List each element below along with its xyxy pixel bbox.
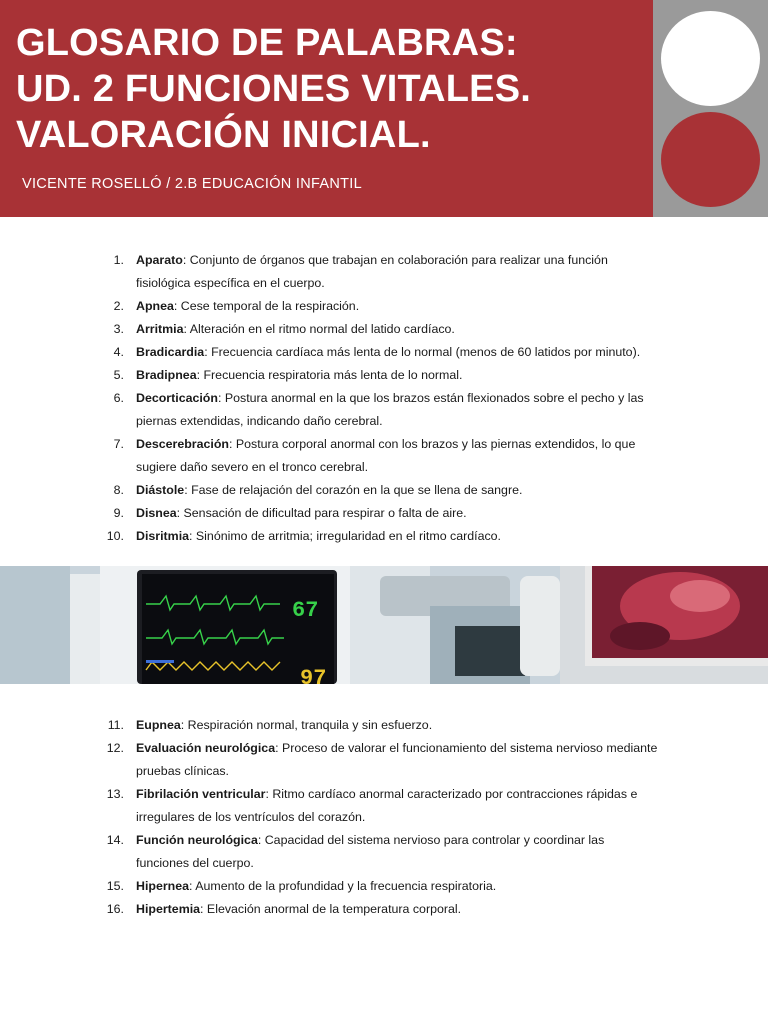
glossary-entry (0, 737, 768, 783)
entry-definition: : Elevación anormal de la temperatura corporal. (200, 902, 462, 916)
page-title (16, 20, 531, 158)
title-line-3: VALORACIÓN INICIAL. (16, 114, 431, 156)
entry-term: Hipernea (136, 879, 190, 893)
entry-term: Eupnea (136, 718, 181, 732)
glossary-entry (0, 898, 768, 921)
entry-number: 5. (113, 368, 124, 382)
glossary-entry (0, 249, 768, 295)
entry-term: Bradicardia (136, 345, 205, 359)
entry-term: Diástole (136, 483, 185, 497)
entry-number: 1. (113, 253, 124, 267)
entry-definition: : Frecuencia cardíaca más lenta de lo normal (menos de 60 latidos por minuto). (204, 345, 641, 359)
entry-definition: : Capacidad del sistema nervioso para controlar y coordinar las funciones del cuerpo. (136, 833, 605, 870)
entry-definition: : Cese temporal de la respiración. (173, 299, 360, 313)
glossary-entry (0, 341, 768, 364)
glossary-entry (0, 502, 768, 525)
entry-number: 11. (107, 718, 124, 732)
entry-definition: : Proceso de valorar el funcionamiento del sistema nervioso mediante pruebas clínicas. (136, 741, 658, 778)
entry-number: 2. (113, 299, 124, 313)
glossary-entry (0, 433, 768, 479)
entry-term: Disnea (136, 506, 177, 520)
entry-definition: : Postura corporal anormal con los brazos y las piernas extendidos, lo que sugiere daño severo en el tronco cerebral. (136, 437, 636, 474)
glossary-entry (0, 295, 768, 318)
entry-definition: : Aumento de la profundidad y la frecuencia respiratoria. (189, 879, 497, 893)
entry-term: Apnea (136, 299, 174, 313)
entry-number: 3. (113, 322, 124, 336)
entry-term: Aparato (136, 253, 183, 267)
glossary-entry (0, 783, 768, 829)
medical-monitor-photo (0, 566, 768, 684)
glossary-entry (0, 479, 768, 502)
glossary-entry (0, 714, 768, 737)
entry-number: 16. (106, 902, 124, 916)
title-banner (0, 0, 653, 217)
glossary-entry (0, 387, 768, 433)
heart-rate-reading: 67 (292, 598, 319, 623)
monitor-illustration (0, 566, 768, 684)
entry-term: Disritmia (136, 529, 190, 543)
entry-number: 14. (106, 833, 124, 847)
entry-term: Bradipnea (136, 368, 197, 382)
glossary-list-part-2 (0, 714, 768, 921)
entry-definition: : Conjunto de órganos que trabajan en colaboración para realizar una función fisiológica específica en el cuerpo. (136, 253, 608, 290)
red-circle-decoration (661, 112, 760, 207)
entry-number: 6. (113, 391, 124, 405)
entry-definition: : Ritmo cardíaco anormal caracterizado por contracciones rápidas e irregulares de los ventrículos del corazón. (136, 787, 638, 824)
entry-number: 7. (113, 437, 124, 451)
entry-definition: : Fase de relajación del corazón en la que se llena de sangre. (184, 483, 523, 497)
glossary-list-part-1 (0, 249, 768, 548)
entry-term: Hipertemia (136, 902, 201, 916)
entry-definition: : Alteración en el ritmo normal del latido cardíaco. (183, 322, 455, 336)
glossary-entry (0, 525, 768, 548)
entry-number: 15. (106, 879, 124, 893)
entry-term: Función neurológica (136, 833, 258, 847)
entry-number: 12. (106, 741, 124, 755)
entry-number: 4. (113, 345, 124, 359)
entry-term: Descerebración (136, 437, 229, 451)
entry-term: Arritmia (136, 322, 184, 336)
entry-definition: : Frecuencia respiratoria más lenta de lo normal. (196, 368, 463, 382)
entry-term: Fibrilación ventricular (136, 787, 266, 801)
entry-term: Evaluación neurológica (136, 741, 276, 755)
entry-term: Decorticación (136, 391, 218, 405)
glossary-entry (0, 364, 768, 387)
entry-definition: : Sensación de dificultad para respirar o falta de aire. (176, 506, 467, 520)
glossary-entry (0, 829, 768, 875)
entry-number: 10. (106, 529, 124, 543)
title-line-1: GLOSARIO DE PALABRAS: (16, 22, 518, 64)
entry-definition: : Respiración normal, tranquila y sin esfuerzo. (180, 718, 433, 732)
title-line-2: UD. 2 FUNCIONES VITALES. (16, 68, 532, 110)
entry-number: 13. (106, 787, 124, 801)
spo2-reading: 97 (300, 666, 327, 684)
decorative-side-panel (653, 0, 768, 217)
entry-number: 8. (113, 483, 124, 497)
glossary-entry (0, 875, 768, 898)
entry-number: 9. (113, 506, 124, 520)
author-subtitle: VICENTE ROSELLÓ / 2.B EDUCACIÓN INFANTIL (22, 176, 362, 192)
entry-definition: : Postura anormal en la que los brazos están flexionados sobre el pecho y las piernas extendidas, indicando daño cerebral. (136, 391, 644, 428)
glossary-entry (0, 318, 768, 341)
white-circle-decoration (661, 11, 760, 106)
entry-definition: : Sinónimo de arritmia; irregularidad en el ritmo cardíaco. (189, 529, 501, 543)
